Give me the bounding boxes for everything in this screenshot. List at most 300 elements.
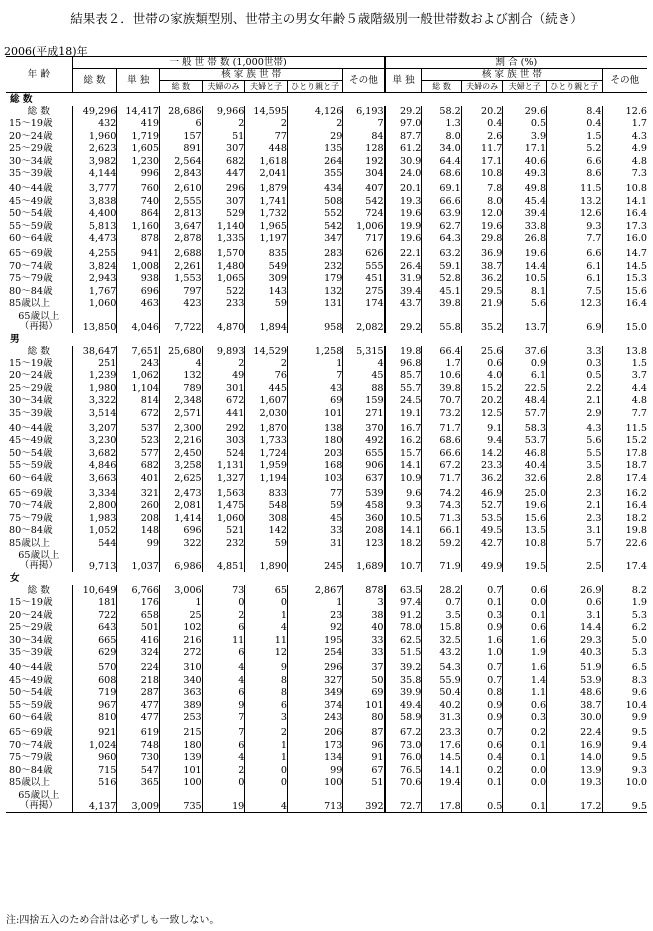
count-cell: 296: [287, 662, 342, 674]
ratio-cell: 9.6: [602, 687, 647, 699]
ratio-cell: 32.5: [422, 635, 461, 647]
count-cell: 1,060: [72, 298, 117, 310]
ratio-cell: 74.2: [422, 488, 461, 500]
count-cell: 5,813: [72, 221, 117, 233]
count-cell: 4,870: [202, 311, 245, 333]
ratio-cell: 1.4: [503, 675, 547, 687]
ratio-cell: 15.3: [602, 273, 647, 285]
ratio-cell: 26.9: [547, 585, 602, 597]
ratio-cell: 4.3: [547, 423, 602, 435]
count-cell: 1,732: [245, 208, 288, 220]
count-cell: 835: [245, 248, 288, 260]
count-cell: 719: [72, 687, 117, 699]
count-cell: 6: [202, 740, 245, 752]
count-cell: 139: [160, 752, 203, 764]
ratio-cell: 69.1: [422, 183, 461, 195]
count-cell: 1,024: [72, 740, 117, 752]
ratio-cell: 38.7: [461, 261, 503, 273]
ratio-cell: 31.9: [385, 273, 422, 285]
row-age-line1: 65歳以上: [18, 310, 60, 322]
count-cell: 3: [245, 712, 288, 724]
ratio-cell: 7.3: [602, 168, 647, 180]
ratio-cell: 5.6: [547, 435, 602, 447]
ratio-cell: 58.9: [385, 712, 422, 724]
count-cell: 7,651: [117, 346, 160, 358]
ratio-cell: 13.2: [547, 196, 602, 208]
count-cell: 682: [117, 460, 160, 472]
table-row: [6, 712, 647, 724]
count-cell: 2: [245, 118, 288, 130]
count-cell: 3,006: [160, 585, 203, 597]
ratio-cell: 53.9: [547, 675, 602, 687]
ratio-cell: 12.6: [547, 208, 602, 220]
ratio-cell: 0.2: [503, 727, 547, 739]
ratio-cell: 11.5: [547, 183, 602, 195]
count-cell: 1,965: [245, 221, 288, 233]
ratio-cell: 0.6: [461, 358, 503, 370]
ratio-cell: 66.6: [422, 196, 461, 208]
section-row: [6, 572, 647, 585]
year-label: 2006(平成18)年: [4, 45, 88, 58]
count-cell: 73: [202, 585, 245, 597]
count-cell: 3,009: [117, 790, 160, 813]
table-row: [6, 131, 647, 143]
count-cell: 301: [202, 383, 245, 395]
count-cell: 322: [160, 538, 203, 550]
row-age-label: 70～74歳: [9, 260, 53, 272]
count-cell: 658: [117, 610, 160, 622]
ratio-cell: 1.7: [602, 118, 647, 130]
ratio-cell: 67.2: [422, 460, 461, 472]
count-cell: 522: [202, 286, 245, 298]
table-row: [6, 383, 647, 395]
count-cell: 696: [117, 286, 160, 298]
count-cell: 423: [160, 298, 203, 310]
count-cell: 100: [160, 777, 203, 789]
ratio-cell: 8.2: [602, 585, 647, 597]
count-cell: 6,986: [160, 550, 203, 572]
count-cell: 6: [245, 700, 288, 712]
ratio-cell: 0.1: [461, 597, 503, 609]
row-age-label: 45～49歳: [9, 674, 53, 686]
ratio-cell: 46.8: [503, 448, 547, 460]
ratio-cell: 58.3: [503, 423, 547, 435]
count-cell: 174: [343, 298, 385, 310]
count-cell: 1,959: [245, 460, 288, 472]
count-cell: 448: [245, 143, 288, 155]
count-cell: 283: [287, 248, 342, 260]
count-cell: 179: [287, 273, 342, 285]
count-cell: 292: [202, 423, 245, 435]
count-cell: 0: [245, 765, 288, 777]
count-cell: 9: [245, 662, 288, 674]
table-row: [6, 765, 647, 777]
row-age-label: 85歳以上: [9, 298, 50, 310]
row-age-label: [6, 550, 72, 572]
count-cell: 92: [287, 622, 342, 634]
count-cell: 38,647: [72, 346, 117, 358]
count-cell: 253: [160, 712, 203, 724]
count-cell: 134: [287, 752, 342, 764]
count-cell: 38: [343, 610, 385, 622]
count-cell: 0: [202, 777, 245, 789]
ratio-cell: 8.6: [547, 168, 602, 180]
count-cell: 7: [287, 370, 342, 382]
ratio-cell: 68.6: [422, 435, 461, 447]
count-cell: 142: [245, 525, 288, 537]
row-age-label: 70～74歳: [9, 739, 53, 751]
header-ratio-sub-couple-child: 夫婦と子: [503, 81, 547, 93]
count-cell: 6: [202, 687, 245, 699]
count-cell: 2,555: [160, 196, 203, 208]
ratio-cell: 18.7: [602, 460, 647, 472]
count-cell: 1,131: [202, 460, 245, 472]
count-cell: 9,713: [72, 550, 117, 572]
ratio-cell: 0.9: [461, 712, 503, 724]
ratio-cell: 9.4: [461, 435, 503, 447]
ratio-cell: 28.2: [422, 585, 461, 597]
count-cell: 797: [160, 286, 203, 298]
ratio-cell: 10.8: [503, 538, 547, 550]
count-cell: 192: [343, 156, 385, 168]
count-cell: 14,595: [245, 106, 288, 118]
count-cell: 91: [343, 752, 385, 764]
ratio-cell: 6.6: [547, 156, 602, 168]
header-age: 年 齢: [6, 57, 72, 93]
ratio-cell: 68.6: [422, 168, 461, 180]
row-age-label: 75～79歳: [9, 752, 53, 764]
count-cell: 69: [343, 687, 385, 699]
ratio-cell: 2.6: [461, 131, 503, 143]
count-cell: 1,062: [117, 370, 160, 382]
count-cell: 938: [117, 273, 160, 285]
count-cell: 243: [117, 358, 160, 370]
ratio-cell: 12.3: [547, 298, 602, 310]
count-cell: 67: [343, 765, 385, 777]
count-cell: 168: [287, 460, 342, 472]
ratio-cell: 8.3: [602, 675, 647, 687]
ratio-cell: 0.5: [547, 370, 602, 382]
count-cell: 724: [343, 208, 385, 220]
count-cell: 1,879: [245, 183, 288, 195]
header-single: 単 独: [117, 69, 160, 93]
ratio-cell: 39.8: [422, 383, 461, 395]
ratio-cell: 6.1: [503, 370, 547, 382]
row-age-label: 80～84歳: [9, 285, 53, 297]
ratio-cell: 67.2: [385, 727, 422, 739]
count-cell: 365: [117, 777, 160, 789]
count-cell: 40: [343, 622, 385, 634]
ratio-cell: 63.5: [385, 585, 422, 597]
ratio-cell: 22.4: [547, 727, 602, 739]
count-cell: 2,300: [160, 423, 203, 435]
ratio-cell: 14.0: [547, 752, 602, 764]
row-age-label: 15～19歳: [9, 597, 53, 609]
count-cell: 1,605: [117, 143, 160, 155]
header-total: 総 数: [72, 69, 117, 93]
count-cell: 4: [245, 790, 288, 813]
count-cell: 2: [202, 358, 245, 370]
ratio-cell: 0.6: [503, 585, 547, 597]
ratio-cell: 71.7: [422, 473, 461, 485]
table-row: [6, 700, 647, 712]
count-cell: 416: [117, 635, 160, 647]
ratio-cell: 26.8: [503, 233, 547, 245]
count-cell: 254: [287, 647, 342, 659]
ratio-cell: 0.4: [461, 752, 503, 764]
count-cell: 1,719: [117, 131, 160, 143]
ratio-cell: 9.1: [461, 423, 503, 435]
row-age-label: 35～39歳: [9, 647, 53, 659]
ratio-cell: 96.8: [385, 358, 422, 370]
count-cell: 2,473: [160, 488, 203, 500]
ratio-cell: 29.2: [385, 311, 422, 333]
ratio-cell: 0.6: [547, 597, 602, 609]
count-cell: 59: [245, 298, 288, 310]
row-age-label: 30～34歳: [9, 395, 53, 407]
ratio-cell: 73.2: [422, 408, 461, 420]
count-cell: 717: [343, 233, 385, 245]
ratio-cell: 2.9: [547, 408, 602, 420]
header-sub-single-parent: ひとり親と子: [287, 81, 342, 93]
count-cell: 4: [343, 358, 385, 370]
row-age-label: 25～29歳: [9, 382, 53, 394]
ratio-cell: 7.7: [547, 233, 602, 245]
row-age-label: 35～39歳: [9, 168, 53, 180]
count-cell: 208: [117, 513, 160, 525]
count-cell: 99: [117, 538, 160, 550]
table-row: [6, 208, 647, 220]
count-cell: 33: [343, 647, 385, 659]
count-cell: 0: [245, 597, 288, 609]
header-sub-couple: 夫婦のみ: [202, 81, 245, 93]
table-row: [6, 597, 647, 609]
count-cell: 347: [287, 233, 342, 245]
household-table: [6, 56, 647, 813]
header-other: その他: [343, 69, 385, 93]
count-cell: 552: [287, 208, 342, 220]
ratio-cell: 5.3: [602, 610, 647, 622]
ratio-cell: 20.1: [385, 183, 422, 195]
ratio-cell: 46.9: [461, 488, 503, 500]
count-cell: 1,258: [287, 346, 342, 358]
row-age-label: 80～84歳: [9, 525, 53, 537]
count-cell: 102: [160, 622, 203, 634]
ratio-cell: 49.9: [461, 550, 503, 572]
count-cell: 447: [202, 168, 245, 180]
ratio-cell: 17.8: [602, 448, 647, 460]
count-cell: 45: [287, 513, 342, 525]
row-age-label: [6, 311, 72, 333]
ratio-cell: 13.5: [503, 525, 547, 537]
count-cell: 1: [160, 597, 203, 609]
row-age-label: 70～74歳: [9, 500, 53, 512]
ratio-cell: 10.5: [503, 273, 547, 285]
ratio-cell: 2.3: [547, 488, 602, 500]
ratio-cell: 1.9: [602, 597, 647, 609]
count-cell: 523: [117, 435, 160, 447]
table-row: [6, 675, 647, 687]
count-cell: 748: [117, 740, 160, 752]
count-cell: 11: [202, 635, 245, 647]
count-cell: 735: [160, 790, 203, 813]
count-cell: 51: [343, 777, 385, 789]
ratio-cell: 78.0: [385, 622, 422, 634]
ratio-cell: 19.1: [385, 408, 422, 420]
count-cell: 1,890: [245, 550, 288, 572]
ratio-cell: 36.2: [461, 473, 503, 485]
count-cell: 2,082: [343, 311, 385, 333]
ratio-cell: 15.2: [461, 383, 503, 395]
ratio-cell: 43.7: [385, 298, 422, 310]
count-cell: 1,160: [117, 221, 160, 233]
count-cell: 4,851: [202, 550, 245, 572]
count-cell: 2,623: [72, 143, 117, 155]
ratio-cell: 72.7: [385, 790, 422, 813]
ratio-cell: 2.1: [547, 500, 602, 512]
table-row: [6, 273, 647, 285]
ratio-cell: 11.5: [602, 423, 647, 435]
count-cell: 45: [343, 370, 385, 382]
count-cell: 1,194: [245, 473, 288, 485]
count-cell: 2,800: [72, 500, 117, 512]
section-row: [6, 333, 647, 346]
count-cell: 401: [117, 473, 160, 485]
table-row: [6, 156, 647, 168]
ratio-cell: 58.2: [422, 106, 461, 118]
section-label: 女: [10, 573, 20, 584]
table-row: [6, 346, 647, 358]
ratio-cell: 2.1: [547, 395, 602, 407]
count-cell: 4,400: [72, 208, 117, 220]
count-cell: 101: [343, 700, 385, 712]
count-cell: 132: [287, 286, 342, 298]
count-cell: 1,239: [72, 370, 117, 382]
count-cell: 958: [287, 311, 342, 333]
count-cell: 324: [117, 647, 160, 659]
ratio-cell: 42.7: [461, 538, 503, 550]
row-age-line2: （再掲）: [19, 560, 58, 571]
table-row: [6, 358, 647, 370]
count-cell: 2,564: [160, 156, 203, 168]
count-cell: 100: [287, 777, 342, 789]
count-cell: 3,258: [160, 460, 203, 472]
table-row: [6, 261, 647, 273]
header-ratio-single: 単 独: [385, 69, 422, 93]
count-cell: 3,322: [72, 395, 117, 407]
table-row: [6, 248, 647, 260]
ratio-cell: 10.4: [602, 700, 647, 712]
count-cell: 463: [117, 298, 160, 310]
ratio-cell: 15.8: [422, 622, 461, 634]
ratio-cell: 52.7: [461, 500, 503, 512]
count-cell: 2,843: [160, 168, 203, 180]
section-row: [6, 93, 647, 107]
ratio-cell: 0.4: [547, 118, 602, 130]
count-cell: 77: [245, 131, 288, 143]
ratio-cell: 14.5: [602, 261, 647, 273]
count-cell: 1,553: [160, 273, 203, 285]
count-cell: 23: [287, 610, 342, 622]
ratio-cell: 71.7: [422, 423, 461, 435]
count-cell: 37: [343, 662, 385, 674]
ratio-cell: 15.6: [602, 286, 647, 298]
ratio-cell: 10.8: [602, 183, 647, 195]
count-cell: 2,610: [160, 183, 203, 195]
count-cell: 327: [287, 675, 342, 687]
ratio-cell: 17.2: [547, 790, 602, 813]
ratio-cell: 3.3: [547, 346, 602, 358]
count-cell: 4,144: [72, 168, 117, 180]
count-cell: 59: [287, 500, 342, 512]
ratio-cell: 0.5: [503, 118, 547, 130]
count-cell: 6,766: [117, 585, 160, 597]
row-age-label: 30～34歳: [9, 634, 53, 646]
ratio-cell: 19.3: [385, 196, 422, 208]
count-cell: 304: [343, 168, 385, 180]
count-cell: 1,983: [72, 513, 117, 525]
count-cell: 3: [343, 597, 385, 609]
ratio-cell: 64.4: [422, 156, 461, 168]
count-cell: 4: [202, 675, 245, 687]
table-row: [6, 311, 647, 333]
ratio-cell: 53.7: [503, 435, 547, 447]
ratio-cell: 7.7: [602, 408, 647, 420]
ratio-cell: 55.7: [385, 383, 422, 395]
count-cell: 360: [343, 513, 385, 525]
count-cell: 84: [343, 131, 385, 143]
table-row: [6, 513, 647, 525]
row-age-label: 20～24歳: [9, 609, 53, 621]
count-cell: 138: [287, 423, 342, 435]
ratio-cell: 70.6: [385, 777, 422, 789]
count-cell: 789: [160, 383, 203, 395]
count-cell: 8: [245, 675, 288, 687]
ratio-cell: 16.2: [385, 435, 422, 447]
count-cell: 50: [343, 675, 385, 687]
ratio-cell: 19.5: [503, 550, 547, 572]
table-row: [6, 435, 647, 447]
ratio-cell: 66.6: [422, 448, 461, 460]
count-cell: 3,824: [72, 261, 117, 273]
ratio-cell: 29.8: [461, 233, 503, 245]
ratio-cell: 13.8: [602, 346, 647, 358]
ratio-cell: 23.3: [422, 727, 461, 739]
ratio-cell: 36.9: [461, 248, 503, 260]
count-cell: 215: [160, 727, 203, 739]
count-cell: 814: [117, 395, 160, 407]
count-cell: 516: [72, 777, 117, 789]
ratio-cell: 13.7: [503, 311, 547, 333]
ratio-cell: 40.2: [422, 700, 461, 712]
count-cell: 810: [72, 712, 117, 724]
ratio-cell: 2.5: [547, 550, 602, 572]
ratio-cell: 0.8: [461, 687, 503, 699]
count-cell: 0: [245, 777, 288, 789]
ratio-cell: 26.4: [385, 261, 422, 273]
count-cell: 451: [343, 273, 385, 285]
ratio-cell: 63.2: [422, 248, 461, 260]
count-cell: 2,867: [287, 585, 342, 597]
count-cell: 374: [287, 700, 342, 712]
ratio-cell: 22.5: [503, 383, 547, 395]
ratio-cell: 0.6: [503, 622, 547, 634]
row-age-label: 25～29歳: [9, 622, 53, 634]
ratio-cell: 32.6: [503, 473, 547, 485]
count-cell: 307: [202, 143, 245, 155]
count-cell: 65: [245, 585, 288, 597]
ratio-cell: 71.9: [422, 550, 461, 572]
